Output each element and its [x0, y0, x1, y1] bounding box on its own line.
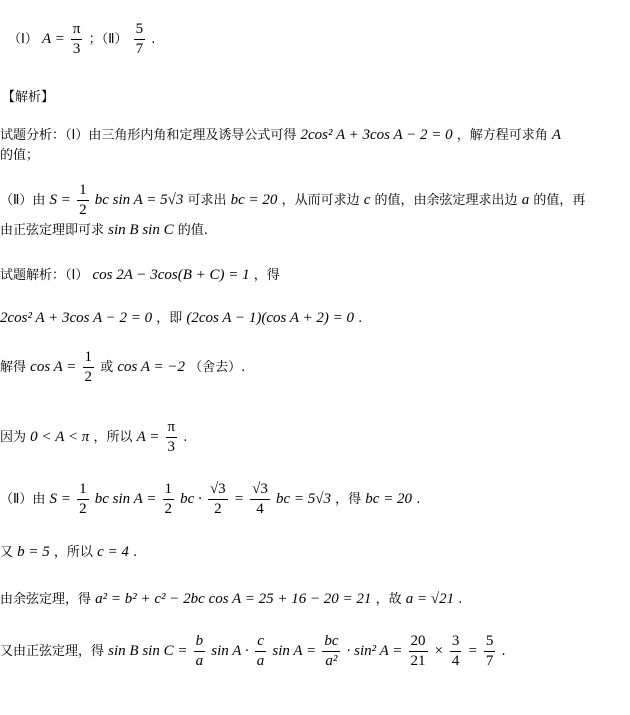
- solution-6-b: b = 5: [17, 544, 50, 560]
- answer-end: .: [151, 32, 156, 47]
- analysis-1-equation: 2cos² A + 3cos A − 2 = 0: [300, 127, 453, 143]
- analysis-2-mid: 可求出: [187, 193, 227, 208]
- analysis-2-tail: ，从而可求边: [281, 193, 360, 208]
- analysis-2-c: c: [363, 192, 371, 208]
- answer-line: [8, 22, 630, 57]
- fraction-numerator: 3: [450, 634, 462, 652]
- analysis-2-bc: bc = 20: [230, 192, 278, 208]
- solution-line-5: [0, 482, 630, 517]
- analysis-line-2b: [0, 219, 630, 239]
- solution-1-label: 试题解析：（Ⅰ）: [0, 268, 89, 283]
- fraction-numerator: 20: [409, 634, 428, 652]
- fraction-numerator: 1: [77, 482, 89, 500]
- fraction-denominator: 2: [79, 202, 87, 218]
- fraction-denominator: 21: [410, 653, 426, 669]
- answer-part1-fraction: [71, 22, 83, 57]
- fraction-numerator: √3: [208, 482, 228, 500]
- analysis-2b-pre: 由正弦定理即可求: [0, 223, 105, 238]
- solution-5-mid: ，得: [335, 492, 362, 507]
- solution-7-a: a = √21: [405, 591, 455, 607]
- analysis-2-eq-a: S =: [49, 192, 71, 208]
- fraction-numerator: 1: [77, 183, 89, 201]
- fraction-numerator: b: [194, 634, 206, 652]
- solution-7-mid: ，故: [375, 592, 402, 607]
- fraction-numerator: c: [255, 634, 266, 652]
- solution-5-label: （Ⅱ）由: [0, 492, 46, 507]
- fraction: [450, 634, 462, 669]
- solution-7-end: .: [458, 592, 463, 607]
- fraction-denominator: 2: [79, 501, 87, 517]
- solution-4-eq-a: A =: [136, 429, 160, 445]
- solution-line-2: [0, 307, 630, 327]
- fraction-numerator: π: [166, 420, 178, 438]
- solution-8-end: .: [501, 644, 506, 659]
- solution-line-8: [0, 634, 630, 669]
- solution-8-t1: sin A ·: [211, 643, 249, 659]
- fraction-numerator: 5: [484, 634, 496, 652]
- solution-1-equation: cos 2A − 3cos(B + C) = 1: [92, 267, 250, 283]
- answer-part1-eq: A =: [41, 31, 65, 47]
- fraction-numerator: bc: [322, 634, 340, 652]
- fraction: [255, 634, 267, 669]
- fraction-numerator: 1: [83, 350, 95, 368]
- fraction-denominator: 4: [256, 501, 264, 517]
- fraction-denominator: 2: [164, 501, 172, 517]
- analysis-2-a: a: [521, 192, 530, 208]
- solution-8-e1: sin B sin C =: [108, 643, 188, 659]
- solution-2-equation: 2cos² A + 3cos A − 2 = 0: [0, 310, 153, 326]
- fraction: [194, 634, 206, 669]
- fraction-denominator: 3: [167, 439, 176, 455]
- fraction: [163, 482, 175, 517]
- fraction: [77, 482, 89, 517]
- solution-8-pre: 又由正弦定理，得: [0, 644, 105, 659]
- solution-5-t3: =: [233, 491, 244, 507]
- solution-3-eq-a: cos A =: [30, 359, 77, 375]
- solution-3-or: 或: [100, 360, 114, 375]
- analysis-1-label: 试题分析：（Ⅰ）由三角形内角和定理及诱导公式可得: [0, 128, 297, 143]
- fraction-denominator: a²: [325, 653, 338, 669]
- analysis-2b-expr: sin B sin C: [108, 222, 174, 238]
- solution-7-equation: a² = b² + c² − 2bc cos A = 25 + 16 − 20 = 21: [95, 591, 372, 607]
- solution-5-s: S =: [49, 491, 71, 507]
- solution-4-mid: ，所以: [93, 430, 133, 445]
- analysis-line-2: [0, 183, 630, 218]
- solution-line-6: [0, 541, 630, 561]
- fraction: [409, 634, 428, 669]
- solution-3-pre: 解得: [0, 360, 27, 375]
- half-fraction: [77, 183, 89, 218]
- solution-4-end: .: [183, 430, 188, 445]
- fraction-denominator: a: [195, 653, 204, 669]
- answer-part1-label: （Ⅰ）: [8, 32, 38, 47]
- analysis-2-label: （Ⅱ）由: [0, 193, 46, 208]
- solution-4-inequality: 0 < A < π: [30, 429, 90, 445]
- solution-6-end: .: [133, 545, 138, 560]
- fraction: [208, 482, 228, 517]
- analysis-2-eq-b: bc sin A = 5√3: [94, 192, 184, 208]
- solution-2-end: .: [358, 311, 363, 326]
- fraction-denominator: 4: [451, 653, 460, 669]
- fraction-denominator: 3: [72, 41, 81, 57]
- analysis-1-var: A: [551, 127, 562, 143]
- analysis-heading: 【解析】: [2, 90, 55, 105]
- solution-8-t4: ×: [433, 643, 444, 659]
- analysis-2-tail3: 的值，再: [533, 193, 586, 208]
- solution-7-pre: 由余弦定理，得: [0, 592, 92, 607]
- solution-6-c: c = 4: [97, 544, 129, 560]
- fraction-numerator: π: [71, 22, 83, 40]
- fraction: [322, 634, 340, 669]
- solution-2-factored: (2cos A − 1)(cos A + 2) = 0: [186, 310, 354, 326]
- solution-4-pre: 因为: [0, 430, 27, 445]
- solution-line-7: [0, 588, 630, 608]
- solution-5-end: .: [416, 492, 421, 507]
- solution-3-eq-b: cos A = −2: [117, 359, 185, 375]
- fraction-numerator: 5: [134, 22, 146, 40]
- solution-6-pre: 又: [0, 545, 14, 560]
- fraction-denominator: 2: [214, 501, 222, 517]
- solution-1-tail: ，得: [253, 268, 280, 283]
- fraction-denominator: 2: [84, 369, 93, 385]
- fraction-denominator: a: [256, 653, 265, 669]
- pi-over-3-fraction: [166, 420, 178, 455]
- solution-8-t2: sin A =: [272, 643, 317, 659]
- analysis-2-tail2: 的值，由余弦定理求出边: [374, 193, 518, 208]
- answer-part2-fraction: [134, 22, 146, 57]
- solution-5-t1: bc sin A =: [94, 491, 157, 507]
- solution-5-t4: bc = 5√3: [275, 491, 331, 507]
- fraction: [484, 634, 496, 669]
- solution-line-4: [0, 420, 630, 455]
- solution-5-t2: bc ·: [180, 491, 202, 507]
- solution-6-mid: ，所以: [53, 545, 93, 560]
- solution-8-t5: =: [467, 643, 478, 659]
- fraction: [250, 482, 270, 517]
- half-fraction: [83, 350, 95, 385]
- analysis-2b-post: 的值.: [177, 223, 208, 238]
- fraction-denominator: 7: [135, 41, 144, 57]
- fraction-numerator: √3: [250, 482, 270, 500]
- analysis-1-tail: ，解方程可求角: [456, 128, 548, 143]
- solution-line-3: [0, 350, 630, 385]
- solution-5-bc: bc = 20: [365, 491, 413, 507]
- fraction-numerator: 1: [163, 482, 175, 500]
- fraction-denominator: 7: [485, 653, 494, 669]
- solution-line-1: [0, 264, 630, 284]
- answer-separator: ；（Ⅱ）: [88, 32, 128, 47]
- analysis-line-1b: 的值；: [0, 148, 40, 163]
- solution-8-t3: · sin² A =: [346, 643, 403, 659]
- solution-3-note: （舍去）.: [189, 360, 246, 375]
- solution-2-mid: ，即: [156, 311, 183, 326]
- analysis-line-1: [0, 124, 630, 144]
